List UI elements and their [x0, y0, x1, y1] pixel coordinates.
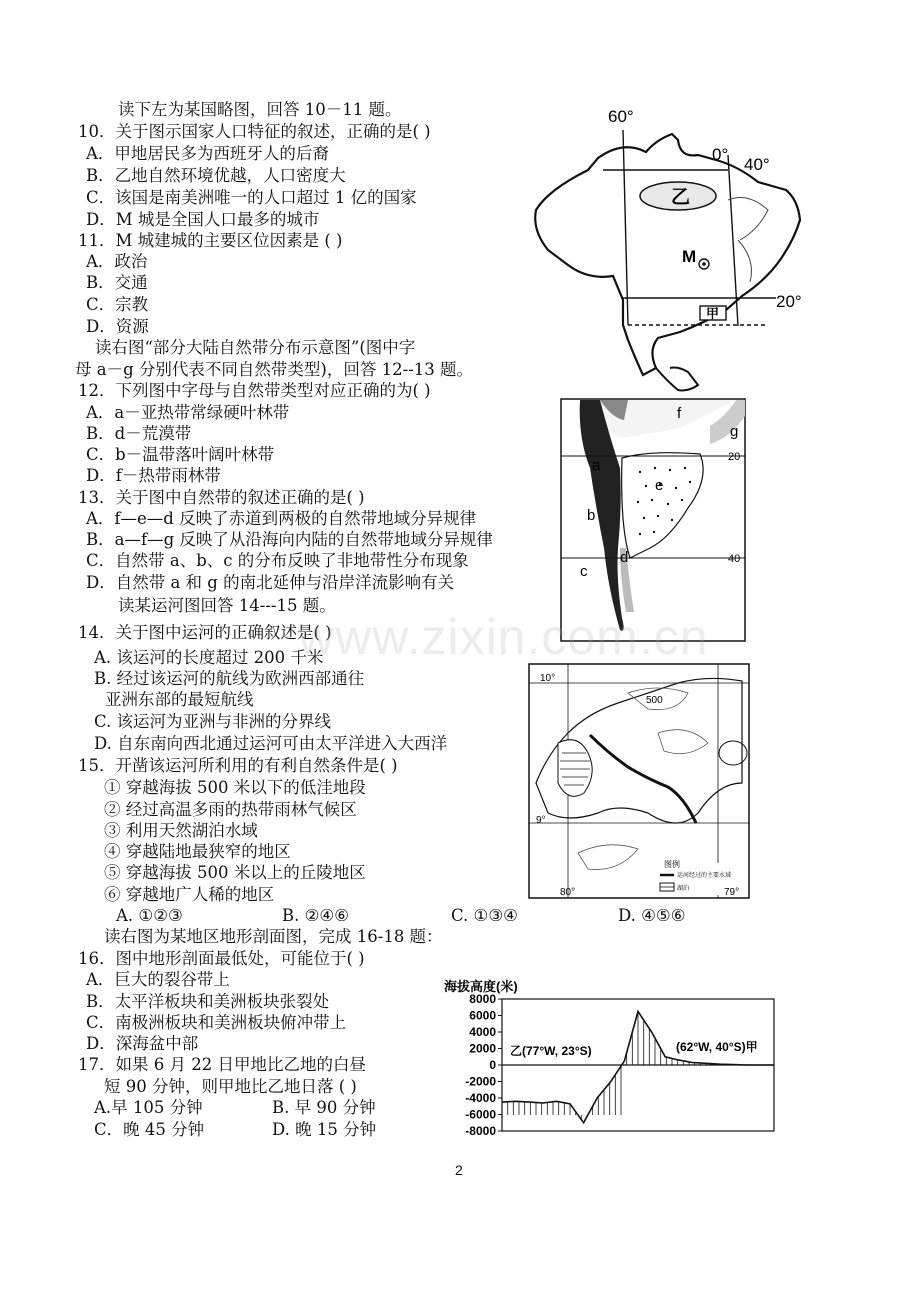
- y-tick-label: 2000: [469, 1041, 496, 1056]
- text-line: 读某运河图回答 14---15 题。: [118, 596, 336, 615]
- y-tick-label: 6000: [469, 1008, 496, 1023]
- y-tick-label: 4000: [469, 1025, 496, 1039]
- zone-a-label: a: [592, 457, 601, 474]
- meridian-60-label: 60°: [608, 107, 634, 126]
- contour-500-label: 500: [646, 695, 663, 706]
- chart-marks: [502, 1011, 774, 1122]
- watermark: www.zixin.com.cn: [298, 609, 709, 665]
- text-line: D. 自东南向西北通过运河可由太平洋进入大西洋: [94, 734, 448, 753]
- page-number: 2: [455, 1162, 463, 1178]
- text-line: A.早 105 分钟: [94, 1098, 203, 1117]
- region-jia-label: 甲: [706, 306, 720, 321]
- text-line: 10．关于图示国家人口特征的叙述，正确的是( ): [78, 122, 431, 141]
- text-line: 16．图中地形剖面最低处，可能位于( ): [78, 949, 365, 968]
- zone-d-label: d: [620, 549, 629, 566]
- text-line: C．该国是南美洲唯一的人口超过 1 亿的国家: [86, 188, 417, 207]
- text-line: D．资源: [86, 317, 149, 336]
- zone-f-label: f: [677, 405, 682, 422]
- text-line: D. ④⑤⑥: [618, 906, 686, 925]
- y-tick-label: -6000: [465, 1107, 496, 1122]
- zone-c-label: c: [580, 563, 588, 580]
- text-line: A．巨大的裂谷带上: [86, 970, 230, 989]
- chart-title: 海拔高度(米): [444, 979, 518, 994]
- text-line: 母 a－g 分别代表不同自然带类型)，回答 12--13 题。: [75, 360, 473, 379]
- terrain-profile-chart: [440, 975, 790, 1137]
- y-tick-label: -8000: [465, 1124, 496, 1137]
- city-m-label: M: [682, 247, 697, 266]
- text-line: A. ①②③: [116, 906, 183, 925]
- endpoint-left-label: 乙(77°W, 23°S): [510, 1044, 592, 1058]
- text-line: B．太平洋板块和美洲板块张裂处: [86, 992, 330, 1011]
- text-line: B．d－荒漠带: [86, 424, 192, 443]
- equator-0-label: 0°: [712, 145, 729, 164]
- text-line: 15．开凿该运河所利用的有利自然条件是( ): [78, 756, 398, 775]
- text-line: 短 90 分钟，则甲地比乙地日落 ( ): [104, 1077, 357, 1096]
- text-line: 读下左为某国略图，回答 10－11 题。: [118, 100, 402, 119]
- text-line: ① 穿越海拔 500 米以下的低洼地段: [104, 778, 366, 797]
- text-line: C. ①③④: [451, 906, 518, 925]
- canal-map: [528, 663, 750, 899]
- y-tick-label: 0: [489, 1058, 496, 1072]
- y-tick-label: -2000: [465, 1074, 496, 1089]
- text-line: C．自然带 a、b、c 的分布反映了非地带性分布现象: [86, 551, 469, 570]
- lon-80-label: 80°: [560, 887, 576, 898]
- text-line: A．f—e—d 反映了赤道到两极的自然带地域分异规律: [86, 509, 477, 528]
- text-line: D．自然带 a 和 g 的南北延伸与沿岸洋流影响有关: [86, 573, 455, 592]
- text-line: D．M 城是全国人口最多的城市: [86, 210, 320, 229]
- text-line: B．乙地自然环境优越，人口密度大: [86, 166, 346, 185]
- lat-40-label: 40: [728, 553, 741, 565]
- legend-canal-label: 运河经过的主要水域: [677, 873, 732, 879]
- brazil-map-labels: [608, 107, 802, 321]
- text-line: ③ 利用天然湖泊水域: [104, 821, 258, 840]
- lon-79-label: 79°: [724, 887, 740, 898]
- text-line: D．深海盆中部: [86, 1034, 199, 1053]
- lat-9-label: 9°: [536, 815, 546, 826]
- text-line: D．f－热带雨林带: [86, 466, 221, 485]
- text-line: C．宗教: [86, 295, 149, 314]
- text-line: 读右图为某地区地形剖面图，完成 16-18 题：: [104, 927, 443, 946]
- zone-b-label: b: [587, 507, 596, 524]
- text-line: ④ 穿越陆地最狭窄的地区: [104, 842, 291, 861]
- text-line: C. 该运河为亚洲与非洲的分界线: [94, 712, 332, 731]
- text-line: A. 该运河的长度超过 200 千米: [94, 648, 324, 667]
- natural-zones-map: [560, 398, 746, 642]
- text-line: 14．关于图中运河的正确叙述是( ): [78, 623, 332, 642]
- endpoint-right-label: (62°W, 40°S)甲: [676, 1040, 758, 1054]
- text-line: A．a－亚热带常绿硬叶林带: [86, 403, 290, 422]
- zone-g-label: g: [730, 423, 739, 440]
- text-line: 12．下列图中字母与自然带类型对应正确的为( ): [78, 381, 431, 400]
- text-line: ⑤ 穿越海拔 500 米以上的丘陵地区: [104, 863, 366, 882]
- text-line: B. 经过该运河的航线为欧洲西部通往: [94, 669, 365, 688]
- text-line: 17．如果 6 月 22 日甲地比乙地的白昼: [78, 1055, 366, 1074]
- lat-10-label: 10°: [540, 673, 556, 684]
- text-line: B．交通: [86, 273, 148, 292]
- legend-lake-label: 湖泊: [677, 886, 690, 892]
- text-line: B．a—f—g 反映了从沿海向内陆的自然带地域分异规律: [86, 530, 493, 549]
- lat-20-label: 20: [728, 451, 741, 463]
- text-line: A．甲地居民多为西班牙人的后裔: [86, 144, 329, 163]
- y-tick-label: -4000: [465, 1091, 496, 1105]
- text-line: 13．关于图中自然带的叙述正确的是( ): [78, 488, 365, 507]
- legend-title: 图例: [664, 860, 680, 869]
- text-line: 11．M 城建城的主要区位因素是 ( ): [78, 231, 343, 250]
- meridian-40-label: 40°: [744, 155, 770, 174]
- text-line: D. 晚 15 分钟: [272, 1120, 377, 1139]
- text-line: C．晚 45 分钟: [94, 1120, 205, 1139]
- text-line: B. ②④⑥: [282, 906, 349, 925]
- y-tick-label: 8000: [469, 992, 496, 1006]
- zone-e-label: e: [655, 477, 664, 494]
- text-line: C．南极洲板块和美洲板块俯冲带上: [86, 1013, 347, 1032]
- region-yi-label: 乙: [671, 187, 691, 208]
- text-line: A．政治: [86, 252, 148, 271]
- tropic-20-label: 20°: [776, 292, 802, 311]
- text-line: C．b－温带落叶阔叶林带: [86, 445, 275, 464]
- text-line: ⑥ 穿越地广人稀的地区: [104, 885, 275, 904]
- brazil-map: [528, 100, 818, 400]
- text-line: 亚洲东部的最短航线: [105, 690, 254, 709]
- text-line: B. 早 90 分钟: [272, 1098, 376, 1117]
- text-line: ② 经过高温多雨的热带雨林气候区: [104, 800, 357, 819]
- text-line: 读右图“部分大陆自然带分布示意图”(图中字: [95, 338, 416, 357]
